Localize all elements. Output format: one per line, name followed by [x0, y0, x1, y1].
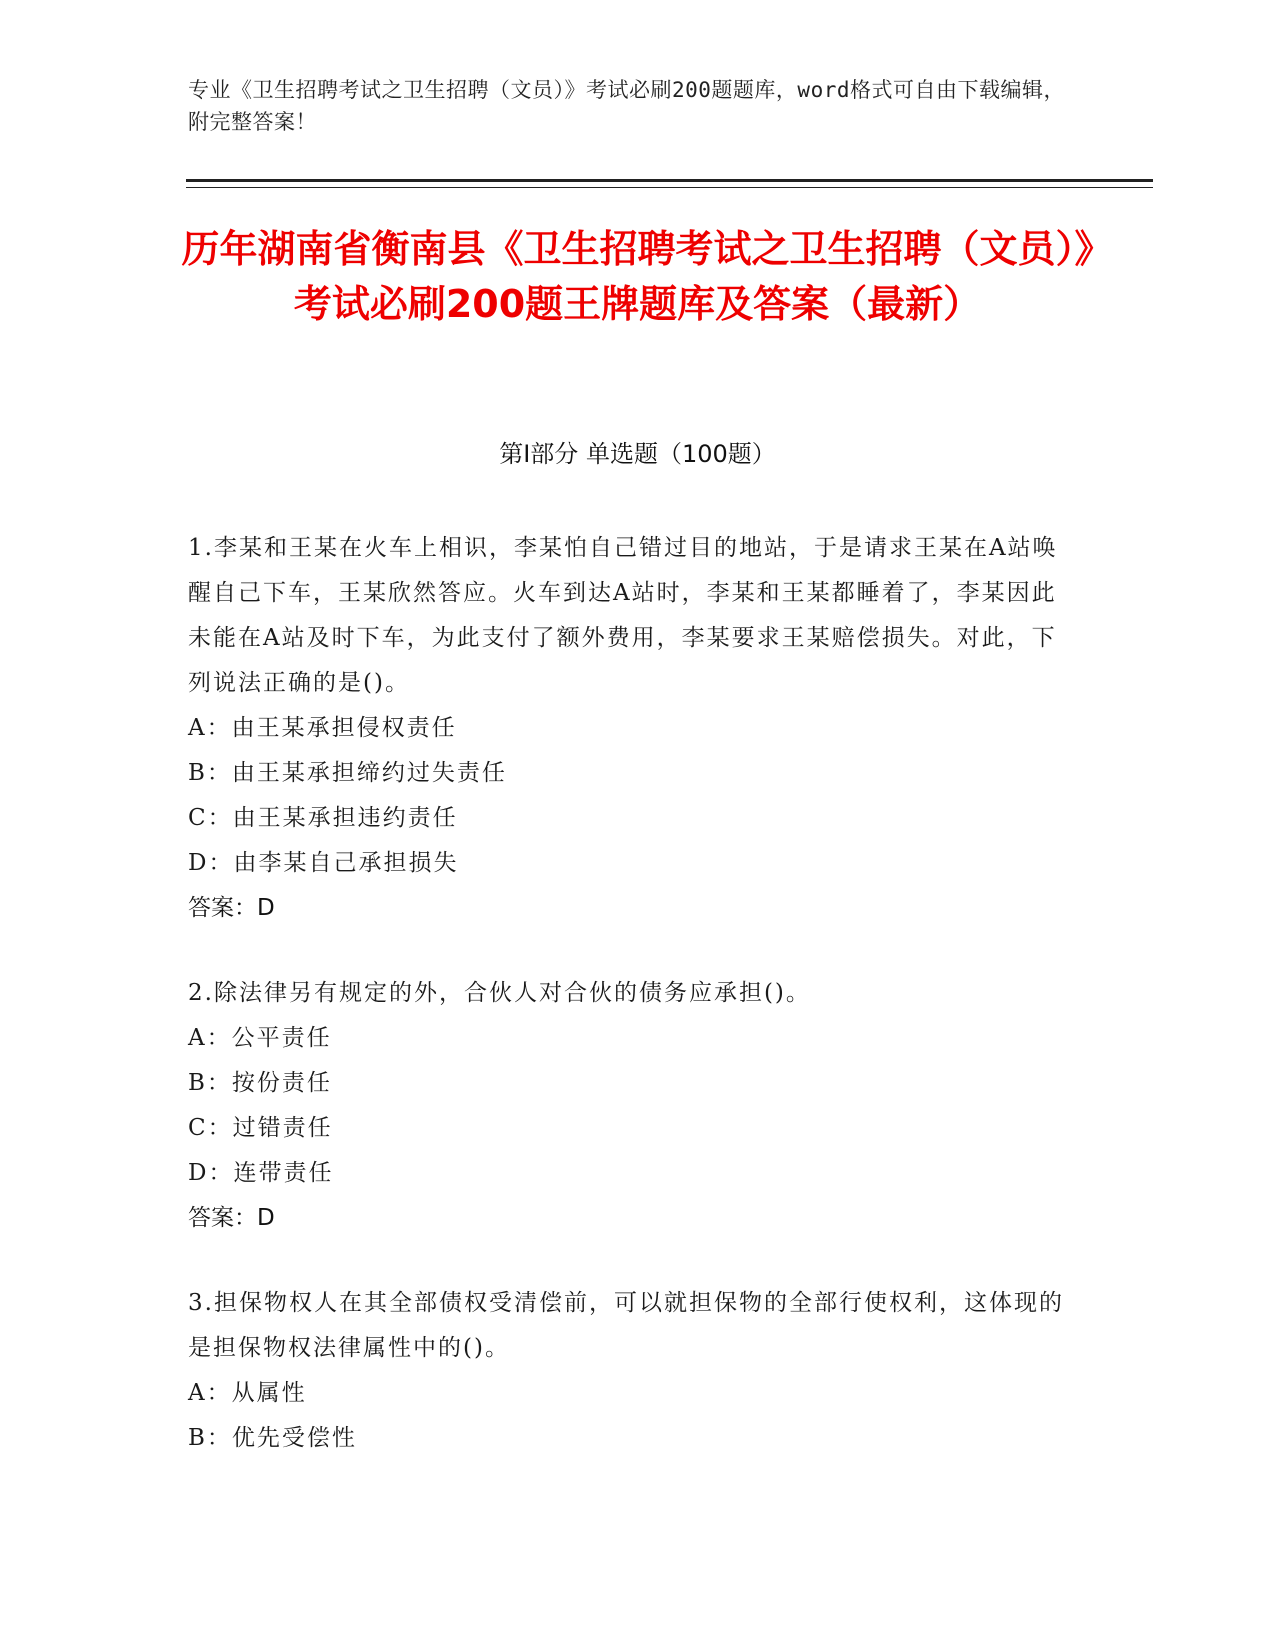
option-c: C：由王某承担违约责任: [188, 805, 458, 831]
question-stem: 1.李某和王某在火车上相识，李某怕自己错过目的地站，于是请求王某在A站唤醒自己下车，王某欣然答应。火车到达A站时，李某和王某都睡着了，李某因此未能在A站及时下车，为此支付了额外费用，李某要求王某赔偿损失。对此，下列说法正确的是()。: [188, 535, 1058, 696]
option-b: B：由王某承担缔约过失责任: [188, 760, 507, 786]
answer: 答案：D: [188, 1205, 275, 1231]
option-d: D：由李某自己承担损失: [188, 850, 459, 876]
option-c: C：过错责任: [188, 1115, 333, 1141]
option-a: A：从属性: [188, 1380, 307, 1406]
answer: 答案：D: [188, 895, 275, 921]
question-3: [188, 1281, 1068, 1461]
header-note: 专业《卫生招聘考试之卫生招聘（文员）》考试必刷200题题库，word格式可自由下载编辑，附完整答案！: [188, 78, 1065, 134]
header-rule-thin: [186, 187, 1153, 188]
section-title: 第I部分 单选题（100题）: [499, 440, 776, 468]
option-a: A：由王某承担侵权责任: [188, 715, 457, 741]
question-stem: 2.除法律另有规定的外，合伙人对合伙的债务应承担()。: [188, 980, 811, 1006]
option-b: B：优先受偿性: [188, 1425, 357, 1451]
question-1: [188, 526, 1068, 931]
option-a: A：公平责任: [188, 1025, 332, 1051]
question-2: [188, 971, 1068, 1241]
document-title: 历年湖南省衡南县《卫生招聘考试之卫生招聘（文员）》考试必刷200题王牌题库及答案（最新）: [181, 227, 1094, 326]
header-rule-thick: [186, 179, 1153, 182]
option-b: B：按份责任: [188, 1070, 332, 1096]
option-d: D：连带责任: [188, 1160, 334, 1186]
question-list: [188, 526, 1068, 1501]
question-stem: 3.担保物权人在其全部债权受清偿前，可以就担保物的全部行使权利，这体现的是担保物权法律属性中的()。: [188, 1290, 1064, 1361]
